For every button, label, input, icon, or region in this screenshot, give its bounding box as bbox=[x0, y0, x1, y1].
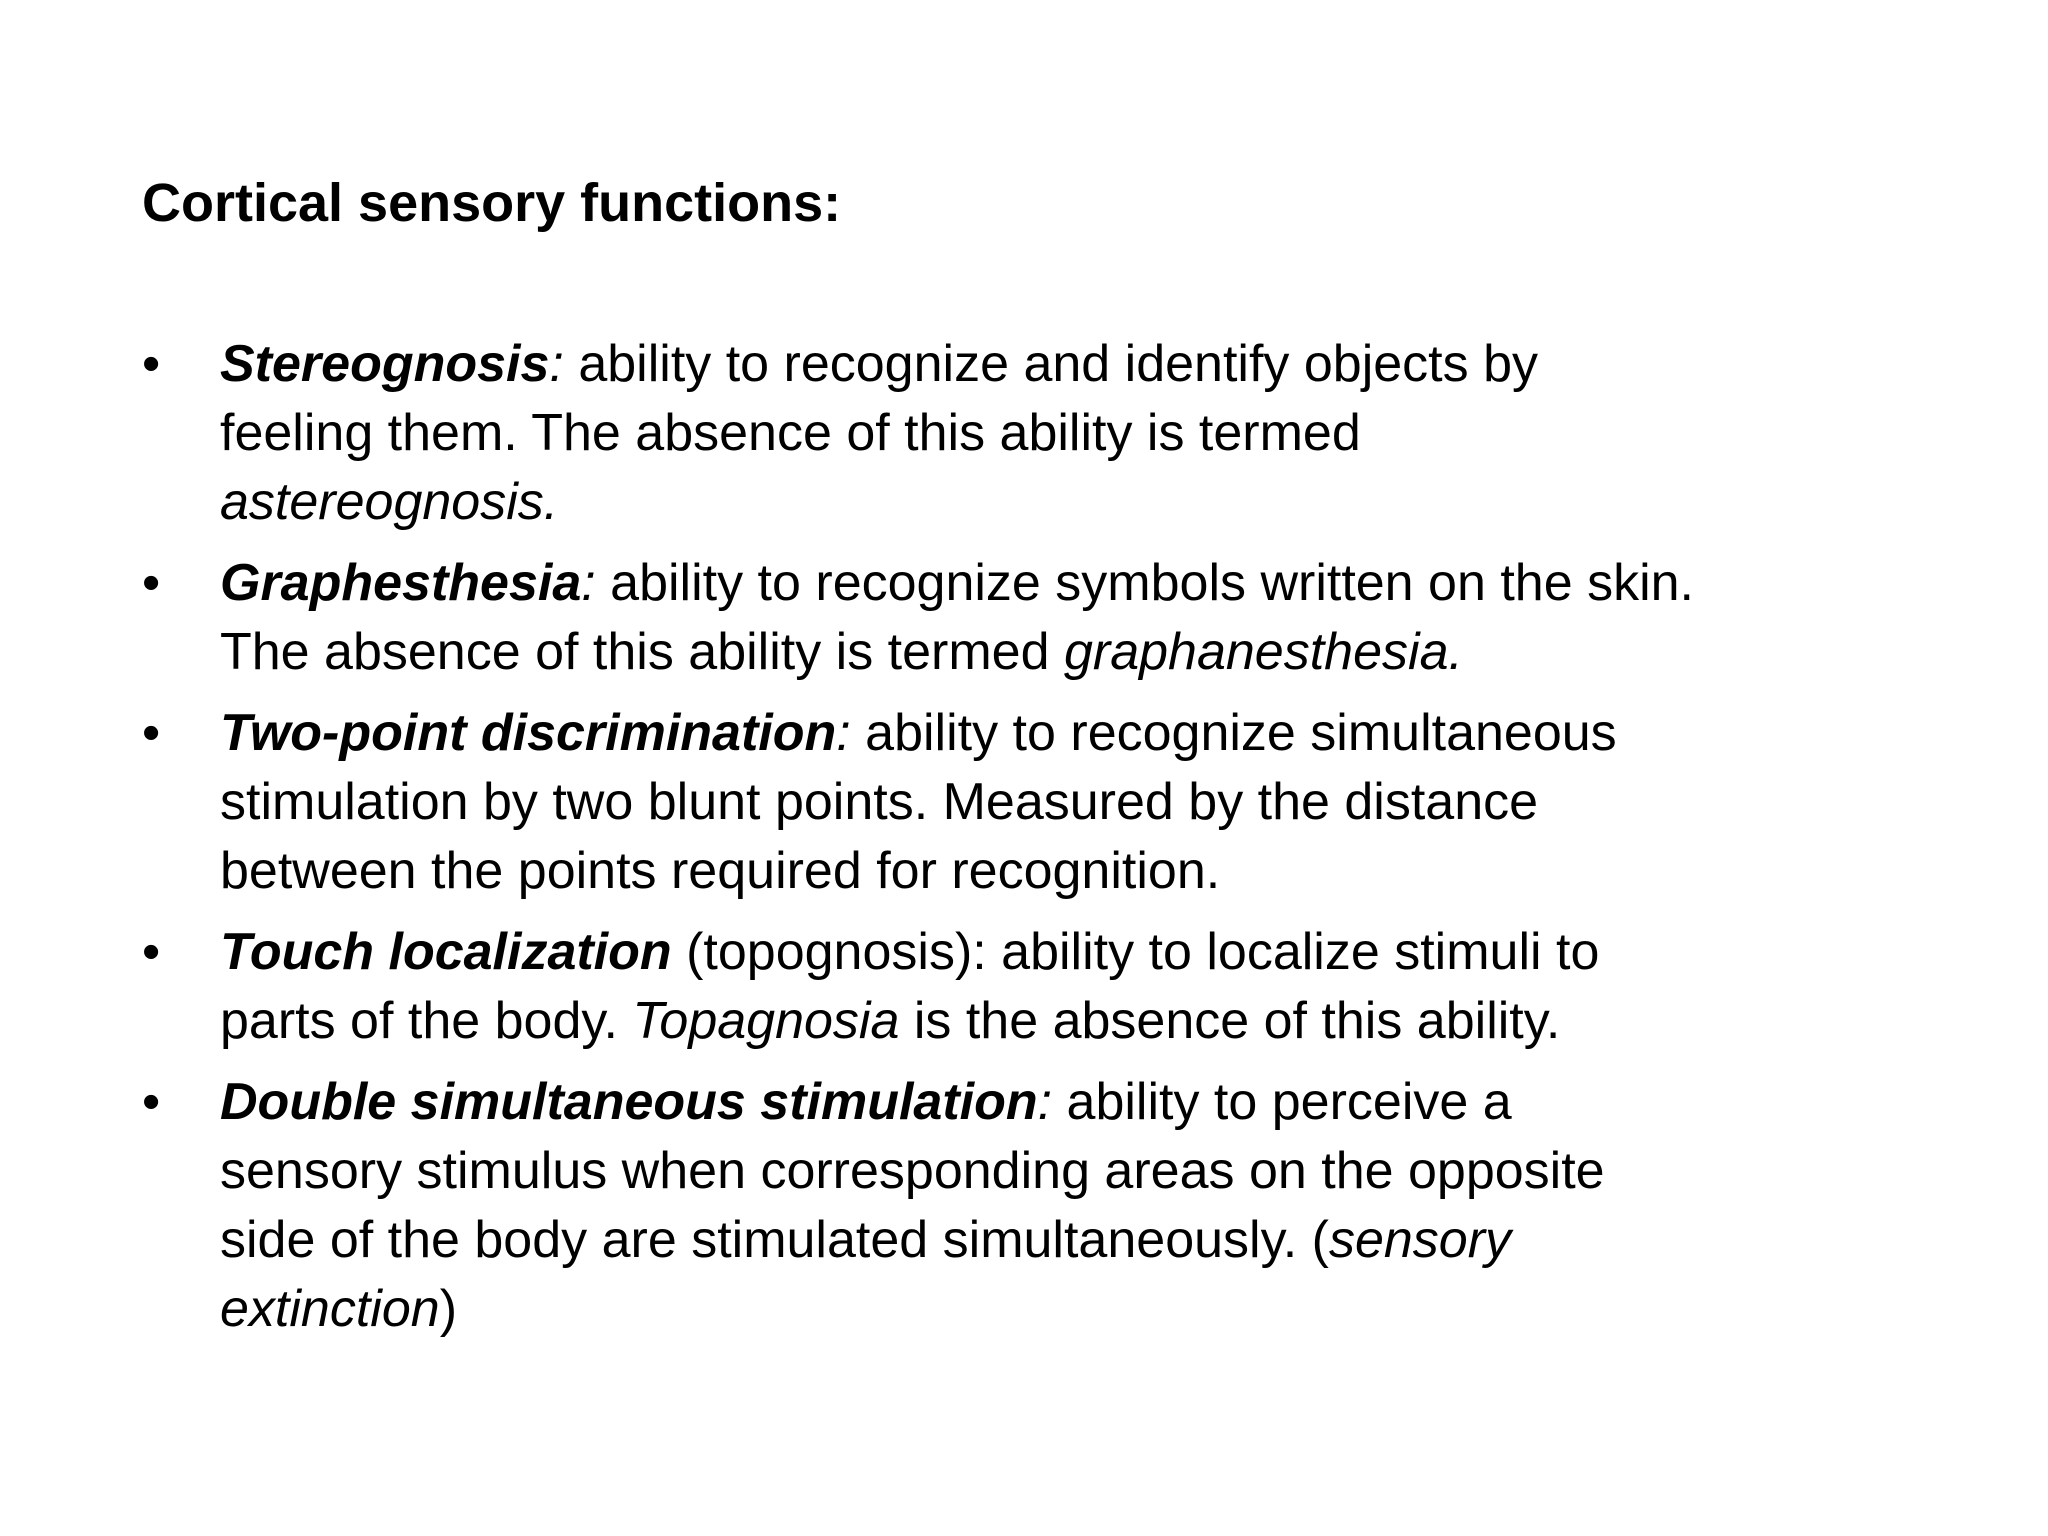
bullet-text bbox=[220, 335, 1538, 531]
bullet-list bbox=[142, 330, 1942, 1356]
term-double-simultaneous-stimulation: Double simultaneous stimulation bbox=[220, 1073, 1038, 1131]
term-graphesthesia: Graphesthesia bbox=[220, 554, 582, 612]
bullet-dot: • bbox=[142, 554, 161, 612]
bullet-item-double-simultaneous-stimulation bbox=[142, 1068, 1942, 1344]
bullet-item-graphesthesia bbox=[142, 549, 1942, 687]
definition-line-1: ability to perceive a bbox=[1052, 1073, 1512, 1131]
definition-line-2: stimulation by two blunt points. Measured by the distance bbox=[220, 773, 1539, 831]
absence-term: astereognosis. bbox=[220, 473, 559, 531]
bullet-dot: • bbox=[142, 335, 161, 393]
definition-line-1: ability to recognize and identify objects by bbox=[563, 335, 1538, 393]
bullet-item-two-point-discrimination bbox=[142, 699, 1942, 906]
definition-line-1: ability to recognize symbols written on the skin. bbox=[595, 554, 1694, 612]
term-colon: : bbox=[581, 554, 596, 612]
definition-line-1: ability to recognize simultaneous bbox=[850, 704, 1617, 762]
term-colon: : bbox=[1037, 1073, 1053, 1131]
bullet-text bbox=[220, 1073, 1605, 1338]
bullet-dot: • bbox=[142, 1073, 161, 1131]
absence-term: Topagnosia bbox=[632, 992, 900, 1050]
closing-paren: ) bbox=[439, 1280, 458, 1338]
definition-line-1: (topognosis): ability to localize stimuli to bbox=[671, 923, 1600, 981]
absence-term: graphanesthesia. bbox=[1063, 623, 1463, 681]
definition-line-2: The absence of this ability is termed bbox=[220, 623, 1064, 681]
bullet-item-stereognosis bbox=[142, 330, 1942, 537]
definition-line-2-end: is the absence of this ability. bbox=[899, 992, 1561, 1050]
bullet-dot: • bbox=[142, 923, 161, 981]
term-touch-localization: Touch localization bbox=[220, 923, 672, 981]
definition-line-2: parts of the body. bbox=[220, 992, 633, 1050]
bullet-text bbox=[220, 554, 1694, 681]
term-stereognosis: Stereognosis bbox=[220, 335, 550, 393]
slide-title: Cortical sensory functions: bbox=[142, 173, 842, 233]
definition-line-3: between the points required for recognition. bbox=[220, 842, 1221, 900]
term-colon: : bbox=[836, 704, 851, 762]
italic-extinction: extinction bbox=[220, 1280, 440, 1338]
definition-line-2: feeling them. The absence of this ability is termed bbox=[220, 404, 1361, 462]
term-colon: : bbox=[549, 335, 564, 393]
bullet-text bbox=[220, 704, 1617, 900]
term-two-point-discrimination: Two-point discrimination bbox=[220, 704, 837, 762]
bullet-dot: • bbox=[142, 704, 161, 762]
bullet-text bbox=[220, 923, 1599, 1050]
definition-line-3: side of the body are stimulated simultaneously. ( bbox=[220, 1211, 1329, 1269]
italic-sensory: sensory bbox=[1328, 1211, 1512, 1269]
bullet-item-touch-localization bbox=[142, 918, 1942, 1056]
definition-line-2: sensory stimulus when corresponding areas on the opposite bbox=[220, 1142, 1605, 1200]
